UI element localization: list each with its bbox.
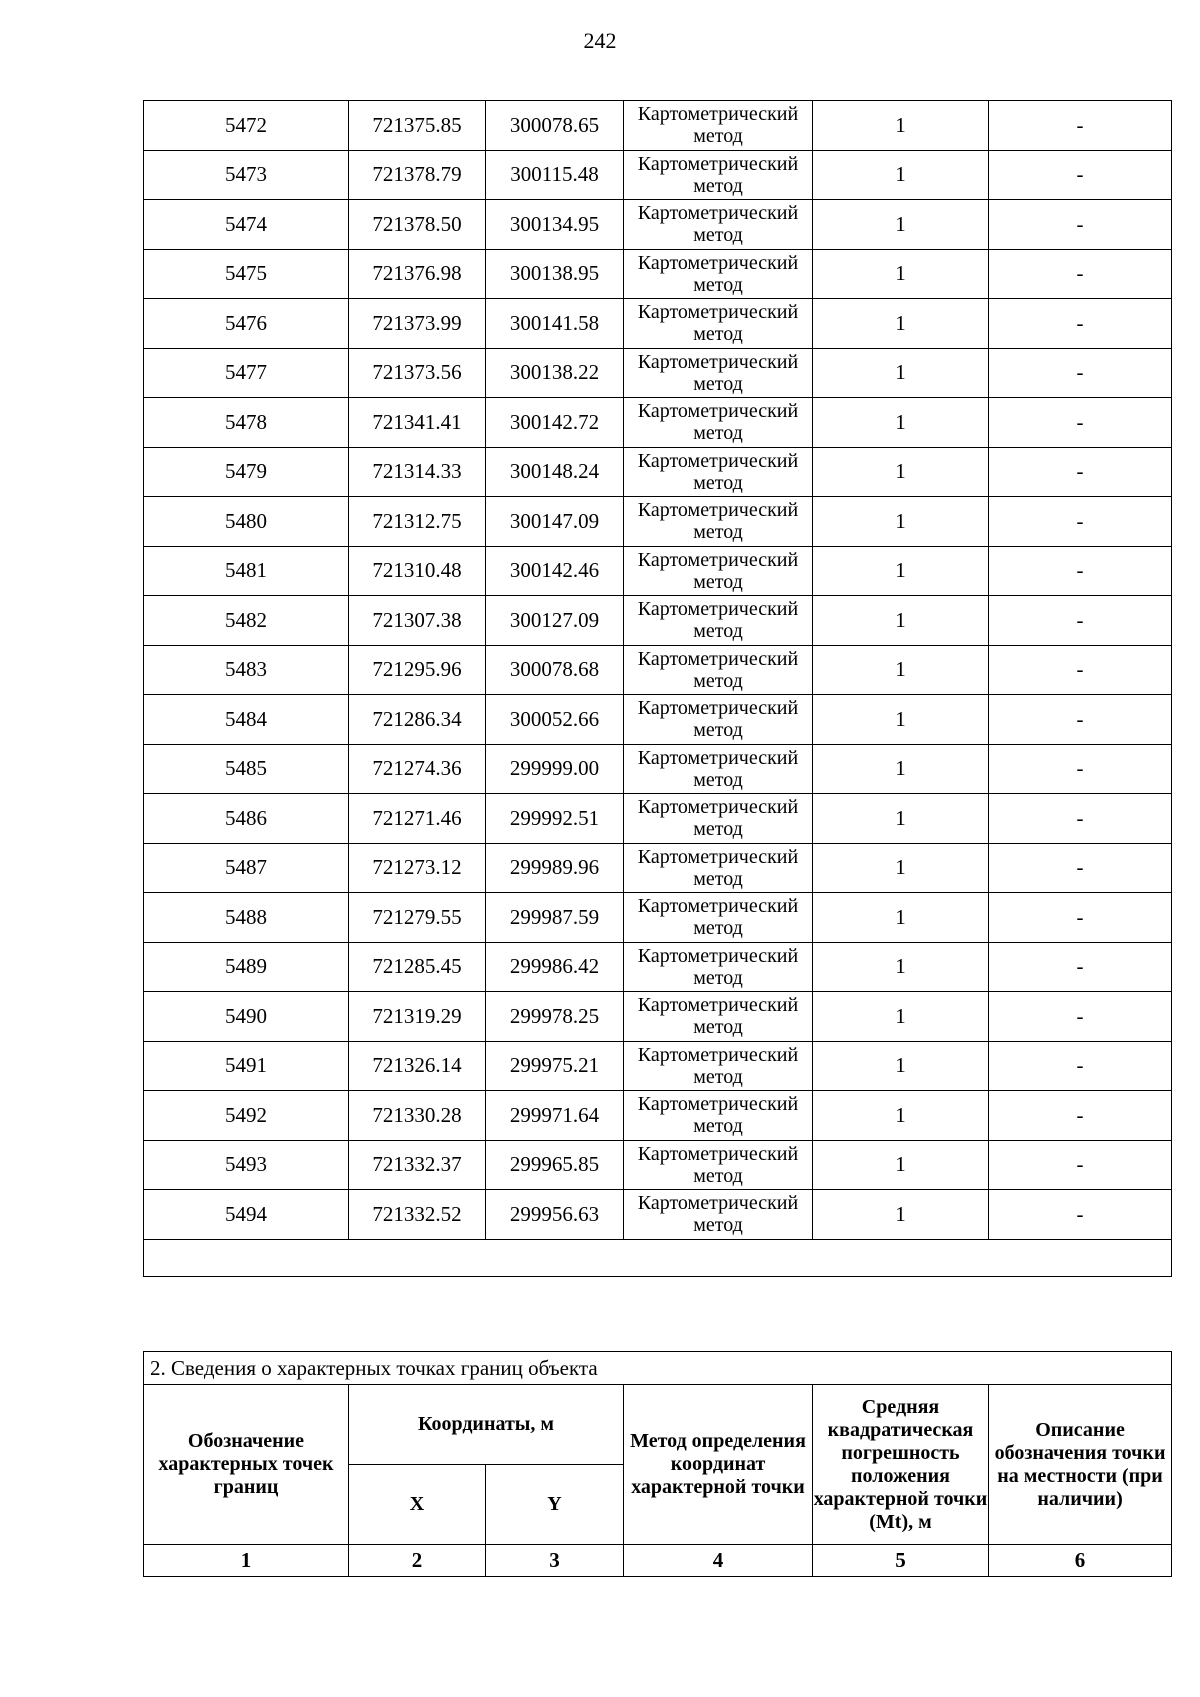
y-coordinate-cell: 300147.09 [486, 497, 624, 547]
table-row [144, 596, 1172, 646]
mt-cell: 1 [813, 249, 989, 299]
table-row [144, 546, 1172, 596]
table-row [144, 645, 1172, 695]
method-cell: Картометрический метод [624, 546, 813, 596]
table-row [144, 447, 1172, 497]
table-row [144, 299, 1172, 349]
description-cell: - [989, 348, 1172, 398]
table-row [144, 695, 1172, 745]
y-coordinate-cell: 300148.24 [486, 447, 624, 497]
method-cell: Картометрический метод [624, 447, 813, 497]
empty-row [144, 1239, 1172, 1276]
description-cell: - [989, 794, 1172, 844]
method-cell: Картометрический метод [624, 1041, 813, 1091]
method-cell: Картометрический метод [624, 744, 813, 794]
table-row [144, 942, 1172, 992]
point-id-cell: 5472 [144, 101, 349, 151]
y-coordinate-cell: 299975.21 [486, 1041, 624, 1091]
point-id-cell: 5479 [144, 447, 349, 497]
description-cell: - [989, 843, 1172, 893]
mt-cell: 1 [813, 596, 989, 646]
description-cell: - [989, 200, 1172, 250]
x-coordinate-cell: 721373.56 [349, 348, 486, 398]
description-cell: - [989, 695, 1172, 745]
x-coordinate-cell: 721330.28 [349, 1091, 486, 1141]
y-coordinate-cell: 299986.42 [486, 942, 624, 992]
column-number: 4 [624, 1545, 813, 1577]
point-id-cell: 5478 [144, 398, 349, 448]
description-cell: - [989, 1140, 1172, 1190]
method-cell: Картометрический метод [624, 596, 813, 646]
y-coordinate-cell: 300138.95 [486, 249, 624, 299]
x-coordinate-cell: 721375.85 [349, 101, 486, 151]
y-coordinate-cell: 299999.00 [486, 744, 624, 794]
column-number: 1 [144, 1545, 349, 1577]
method-cell: Картометрический метод [624, 497, 813, 547]
description-cell: - [989, 942, 1172, 992]
x-coordinate-cell: 721326.14 [349, 1041, 486, 1091]
point-id-cell: 5484 [144, 695, 349, 745]
empty-cell [144, 1239, 1172, 1276]
point-id-cell: 5480 [144, 497, 349, 547]
x-coordinate-cell: 721376.98 [349, 249, 486, 299]
x-coordinate-cell: 721332.37 [349, 1140, 486, 1190]
y-coordinate-cell: 300115.48 [486, 150, 624, 200]
table-row [144, 348, 1172, 398]
y-coordinate-cell: 300078.65 [486, 101, 624, 151]
method-cell: Картометрический метод [624, 150, 813, 200]
column-number: 2 [349, 1545, 486, 1577]
coordinates-table-body [144, 101, 1172, 1277]
description-cell: - [989, 1091, 1172, 1141]
description-cell: - [989, 744, 1172, 794]
description-cell: - [989, 398, 1172, 448]
point-id-cell: 5476 [144, 299, 349, 349]
mt-cell: 1 [813, 398, 989, 448]
point-id-cell: 5475 [144, 249, 349, 299]
y-coordinate-cell: 299989.96 [486, 843, 624, 893]
table-row [144, 249, 1172, 299]
mt-cell: 1 [813, 200, 989, 250]
mt-cell: 1 [813, 992, 989, 1042]
mt-cell: 1 [813, 497, 989, 547]
method-cell: Картометрический метод [624, 101, 813, 151]
column-number: 3 [486, 1545, 624, 1577]
y-coordinate-cell: 299965.85 [486, 1140, 624, 1190]
table-row [144, 398, 1172, 448]
mt-cell: 1 [813, 1140, 989, 1190]
table-row [144, 893, 1172, 943]
header-y: Y [486, 1465, 624, 1545]
point-id-cell: 5483 [144, 645, 349, 695]
header-description: Описание обозначения точки на местности (при наличии) [989, 1385, 1172, 1545]
table-row [144, 843, 1172, 893]
table-row [144, 744, 1172, 794]
x-coordinate-cell: 721341.41 [349, 398, 486, 448]
header-coordinates: Координаты, м [349, 1385, 624, 1465]
mt-cell: 1 [813, 1041, 989, 1091]
header-method: Метод определения координат характерной точки [624, 1385, 813, 1545]
point-id-cell: 5489 [144, 942, 349, 992]
description-cell: - [989, 249, 1172, 299]
method-cell: Картометрический метод [624, 843, 813, 893]
table-row [144, 1140, 1172, 1190]
point-id-cell: 5487 [144, 843, 349, 893]
point-id-cell: 5473 [144, 150, 349, 200]
point-id-cell: 5482 [144, 596, 349, 646]
table-row [144, 150, 1172, 200]
x-coordinate-cell: 721373.99 [349, 299, 486, 349]
table-row [144, 497, 1172, 547]
y-coordinate-cell: 299987.59 [486, 893, 624, 943]
point-id-cell: 5477 [144, 348, 349, 398]
description-cell: - [989, 447, 1172, 497]
x-coordinate-cell: 721273.12 [349, 843, 486, 893]
method-cell: Картометрический метод [624, 249, 813, 299]
x-coordinate-cell: 721307.38 [349, 596, 486, 646]
description-cell: - [989, 992, 1172, 1042]
x-coordinate-cell: 721312.75 [349, 497, 486, 547]
y-coordinate-cell: 299992.51 [486, 794, 624, 844]
description-cell: - [989, 299, 1172, 349]
y-coordinate-cell: 300138.22 [486, 348, 624, 398]
x-coordinate-cell: 721378.50 [349, 200, 486, 250]
x-coordinate-cell: 721332.52 [349, 1190, 486, 1240]
y-coordinate-cell: 300127.09 [486, 596, 624, 646]
mt-cell: 1 [813, 299, 989, 349]
y-coordinate-cell: 300134.95 [486, 200, 624, 250]
mt-cell: 1 [813, 893, 989, 943]
x-coordinate-cell: 721285.45 [349, 942, 486, 992]
point-id-cell: 5474 [144, 200, 349, 250]
mt-cell: 1 [813, 794, 989, 844]
header-x: X [349, 1465, 486, 1545]
y-coordinate-cell: 300142.46 [486, 546, 624, 596]
page-number: 242 [583, 28, 617, 53]
point-id-cell: 5491 [144, 1041, 349, 1091]
x-coordinate-cell: 721271.46 [349, 794, 486, 844]
description-cell: - [989, 101, 1172, 151]
y-coordinate-cell: 300078.68 [486, 645, 624, 695]
table-row [144, 200, 1172, 250]
point-id-cell: 5488 [144, 893, 349, 943]
table-row [144, 101, 1172, 151]
mt-cell: 1 [813, 1091, 989, 1141]
table-row [144, 992, 1172, 1042]
mt-cell: 1 [813, 546, 989, 596]
method-cell: Картометрический метод [624, 200, 813, 250]
x-coordinate-cell: 721274.36 [349, 744, 486, 794]
column-number: 5 [813, 1545, 989, 1577]
header-error: Средняя квадратическая погрешность положения характерной точки (Mt), м [813, 1385, 989, 1545]
method-cell: Картометрический метод [624, 794, 813, 844]
section-2-table [143, 1351, 1172, 1577]
method-cell: Картометрический метод [624, 1190, 813, 1240]
table-row [144, 1091, 1172, 1141]
method-cell: Картометрический метод [624, 348, 813, 398]
x-coordinate-cell: 721378.79 [349, 150, 486, 200]
coordinates-table [143, 100, 1172, 1277]
mt-cell: 1 [813, 744, 989, 794]
mt-cell: 1 [813, 1190, 989, 1240]
table-row [144, 1190, 1172, 1240]
mt-cell: 1 [813, 942, 989, 992]
description-cell: - [989, 1041, 1172, 1091]
y-coordinate-cell: 300052.66 [486, 695, 624, 745]
description-cell: - [989, 1190, 1172, 1240]
x-coordinate-cell: 721279.55 [349, 893, 486, 943]
mt-cell: 1 [813, 695, 989, 745]
y-coordinate-cell: 299978.25 [486, 992, 624, 1042]
point-id-cell: 5485 [144, 744, 349, 794]
method-cell: Картометрический метод [624, 1091, 813, 1141]
mt-cell: 1 [813, 645, 989, 695]
mt-cell: 1 [813, 447, 989, 497]
method-cell: Картометрический метод [624, 695, 813, 745]
y-coordinate-cell: 299956.63 [486, 1190, 624, 1240]
method-cell: Картометрический метод [624, 1140, 813, 1190]
table-row [144, 1041, 1172, 1091]
description-cell: - [989, 596, 1172, 646]
method-cell: Картометрический метод [624, 992, 813, 1042]
point-id-cell: 5494 [144, 1190, 349, 1240]
method-cell: Картометрический метод [624, 942, 813, 992]
x-coordinate-cell: 721319.29 [349, 992, 486, 1042]
table-row [144, 794, 1172, 844]
description-cell: - [989, 497, 1172, 547]
point-id-cell: 5486 [144, 794, 349, 844]
mt-cell: 1 [813, 843, 989, 893]
column-number: 6 [989, 1545, 1172, 1577]
y-coordinate-cell: 300141.58 [486, 299, 624, 349]
x-coordinate-cell: 721314.33 [349, 447, 486, 497]
header-designation: Обозначение характерных точек границ [144, 1385, 349, 1545]
method-cell: Картометрический метод [624, 299, 813, 349]
mt-cell: 1 [813, 348, 989, 398]
x-coordinate-cell: 721295.96 [349, 645, 486, 695]
point-id-cell: 5493 [144, 1140, 349, 1190]
mt-cell: 1 [813, 150, 989, 200]
x-coordinate-cell: 721310.48 [349, 546, 486, 596]
method-cell: Картометрический метод [624, 893, 813, 943]
description-cell: - [989, 645, 1172, 695]
method-cell: Картометрический метод [624, 398, 813, 448]
point-id-cell: 5492 [144, 1091, 349, 1141]
section-2-caption: 2. Сведения о характерных точках границ объекта [144, 1352, 1172, 1385]
method-cell: Картометрический метод [624, 645, 813, 695]
y-coordinate-cell: 299971.64 [486, 1091, 624, 1141]
description-cell: - [989, 893, 1172, 943]
point-id-cell: 5481 [144, 546, 349, 596]
mt-cell: 1 [813, 101, 989, 151]
description-cell: - [989, 150, 1172, 200]
point-id-cell: 5490 [144, 992, 349, 1042]
x-coordinate-cell: 721286.34 [349, 695, 486, 745]
y-coordinate-cell: 300142.72 [486, 398, 624, 448]
description-cell: - [989, 546, 1172, 596]
